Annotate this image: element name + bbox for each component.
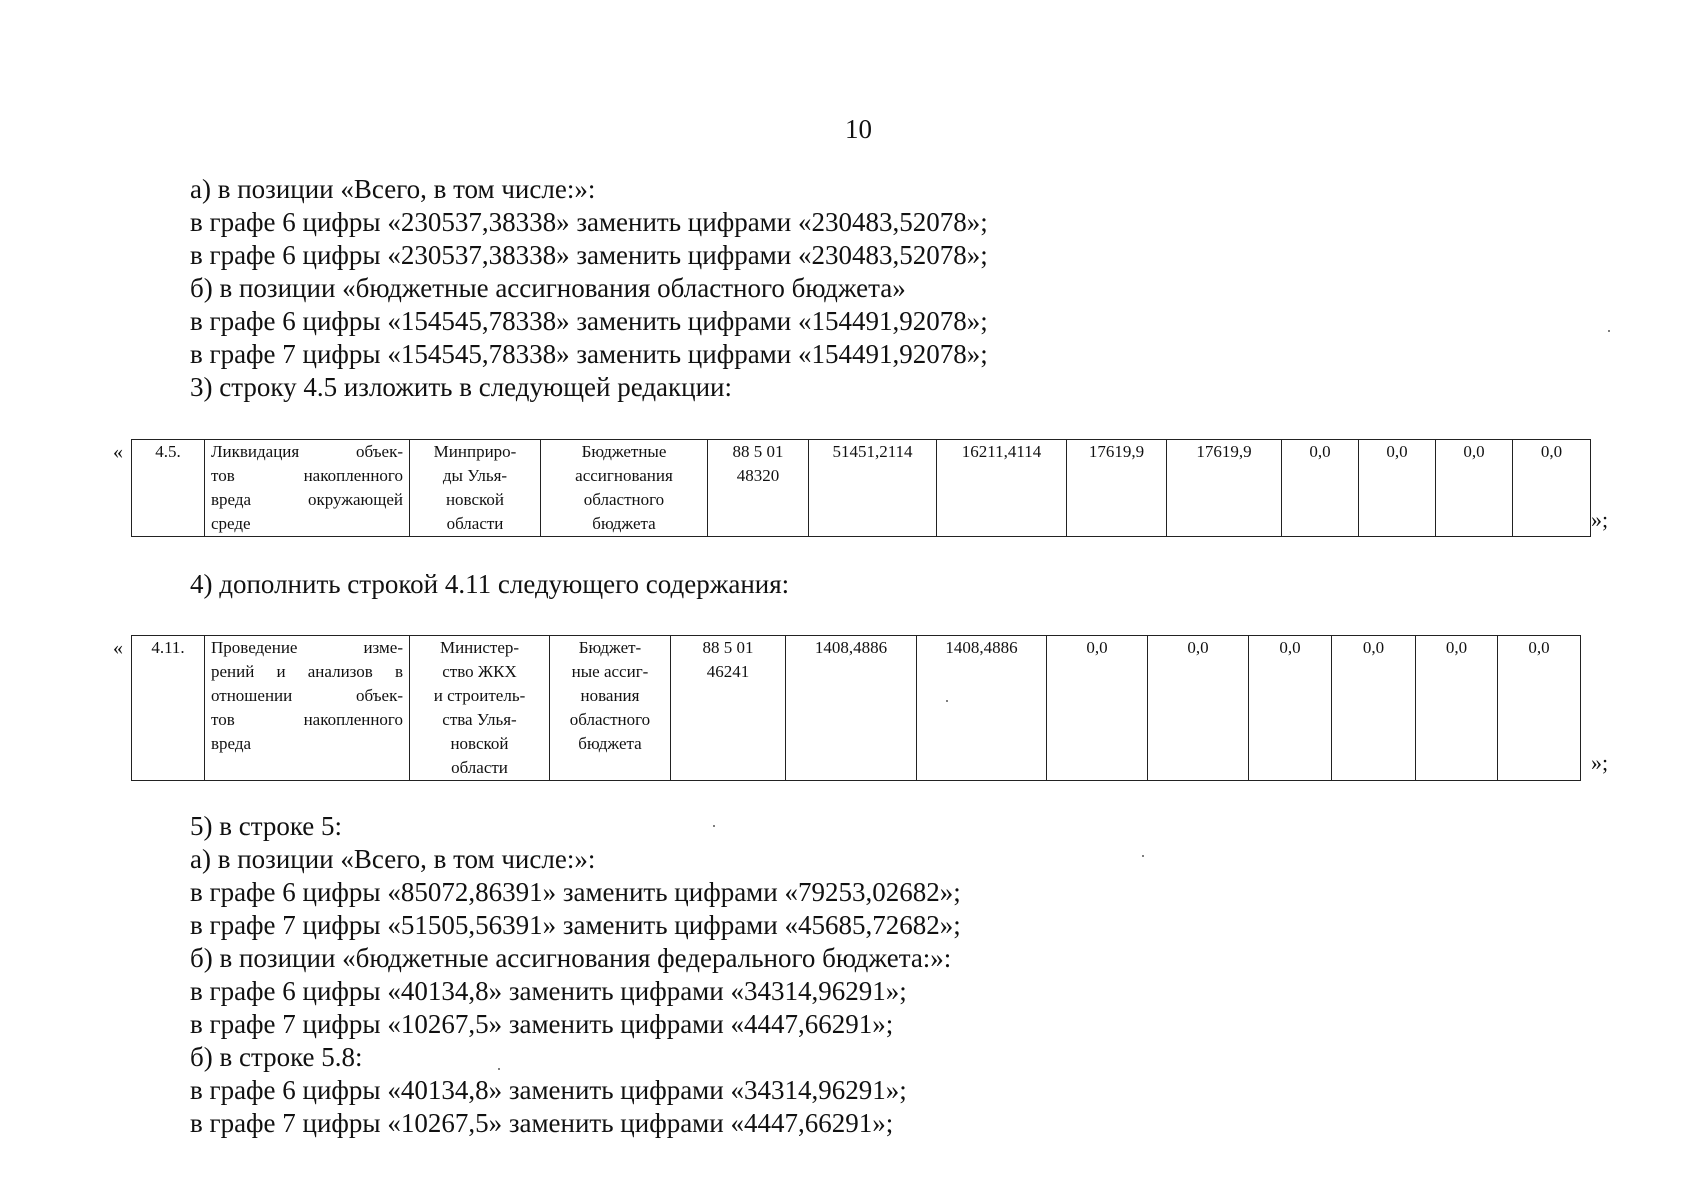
paragraph-line: в графе 6 цифры «40134,8» заменить цифрами «34314,96291»; [190, 1075, 907, 1105]
paragraph-line: 5) в строке 5: [190, 811, 343, 841]
scan-speck [1608, 330, 1610, 332]
row-number: 4.11. [132, 636, 205, 781]
executor: Министер- ство ЖКХ и строитель- ства Улья- новской области [410, 636, 550, 781]
paragraph-line: а) в позиции «Всего, в том числе:»: [190, 174, 596, 204]
paragraph-line: в графе 6 цифры «230537,38338» заменить цифрами «230483,52078»; [190, 240, 988, 270]
scan-speck [713, 825, 715, 827]
paragraph-line: б) в позиции «бюджетные ассигнования областного бюджета» [190, 273, 906, 303]
value-cell: 0,0 [1498, 636, 1581, 781]
close-quote: »; [1591, 750, 1609, 775]
value-cell: 0,0 [1513, 440, 1591, 537]
measure-name: Ликвидация объек- тов накопленного вреда окружающей среде [205, 440, 410, 537]
row-number: 4.5. [132, 440, 205, 537]
paragraph-line: а) в позиции «Всего, в том числе:»: [190, 844, 596, 874]
value-cell: 0,0 [1249, 636, 1332, 781]
paragraph-line: б) в позиции «бюджетные ассигнования федерального бюджета:»: [190, 943, 952, 973]
open-quote: « [113, 441, 123, 463]
value-cell: 16211,4114 [937, 440, 1067, 537]
value-cell: 0,0 [1359, 440, 1436, 537]
value-cell: 0,0 [1416, 636, 1498, 781]
value-cell: 51451,2114 [809, 440, 937, 537]
value-cell: 0,0 [1047, 636, 1148, 781]
measure-name: Проведение изме- рений и анализов в отношении объек- тов накопленного вреда [205, 636, 410, 781]
value-cell: 0,0 [1332, 636, 1416, 781]
value-cell: 1408,4886 [917, 636, 1047, 781]
value-cell: 17619,9 [1067, 440, 1167, 537]
scan-speck [946, 700, 948, 702]
paragraph-line: в графе 7 цифры «51505,56391» заменить цифрами «45685,72682»; [190, 910, 961, 940]
budget-code: 88 5 01 48320 [708, 440, 809, 537]
amendment-paragraphs-3 [190, 810, 961, 1140]
close-quote: »; [1591, 507, 1609, 532]
funding-source: Бюджет- ные ассиг- нования областного бюджета [550, 636, 671, 781]
paragraph-line: 4) дополнить строкой 4.11 следующего содержания: [190, 569, 790, 599]
paragraph-line: в графе 6 цифры «85072,86391» заменить цифрами «79253,02682»; [190, 877, 961, 907]
paragraph-line: в графе 7 цифры «10267,5» заменить цифрами «4447,66291»; [190, 1108, 894, 1138]
paragraph-line: б) в строке 5.8: [190, 1042, 363, 1072]
amendment-paragraphs-2 [190, 568, 789, 601]
open-quote: « [113, 637, 123, 659]
table-row-4-5 [131, 439, 1591, 537]
paragraph-line: 3) строку 4.5 изложить в следующей редакции: [190, 372, 733, 402]
scan-speck [498, 1068, 500, 1070]
paragraph-line: в графе 6 цифры «154545,78338» заменить цифрами «154491,92078»; [190, 306, 988, 336]
paragraph-line: в графе 7 цифры «154545,78338» заменить цифрами «154491,92078»; [190, 339, 988, 369]
value-cell: 17619,9 [1167, 440, 1282, 537]
amendment-paragraphs-1 [190, 173, 988, 404]
value-cell: 1408,4886 [786, 636, 917, 781]
budget-code: 88 5 01 46241 [671, 636, 786, 781]
value-cell: 0,0 [1282, 440, 1359, 537]
executor: Минприро- ды Улья- новской области [410, 440, 541, 537]
scan-speck [1142, 855, 1144, 857]
paragraph-line: в графе 7 цифры «10267,5» заменить цифрами «4447,66291»; [190, 1009, 894, 1039]
paragraph-line: в графе 6 цифры «40134,8» заменить цифрами «34314,96291»; [190, 976, 907, 1006]
page-number: 10 [845, 114, 872, 144]
value-cell: 0,0 [1148, 636, 1249, 781]
paragraph-line: в графе 6 цифры «230537,38338» заменить цифрами «230483,52078»; [190, 207, 988, 237]
funding-source: Бюджетные ассигнования областного бюджета [541, 440, 708, 537]
value-cell: 0,0 [1436, 440, 1513, 537]
table-row-4-11 [131, 635, 1581, 781]
